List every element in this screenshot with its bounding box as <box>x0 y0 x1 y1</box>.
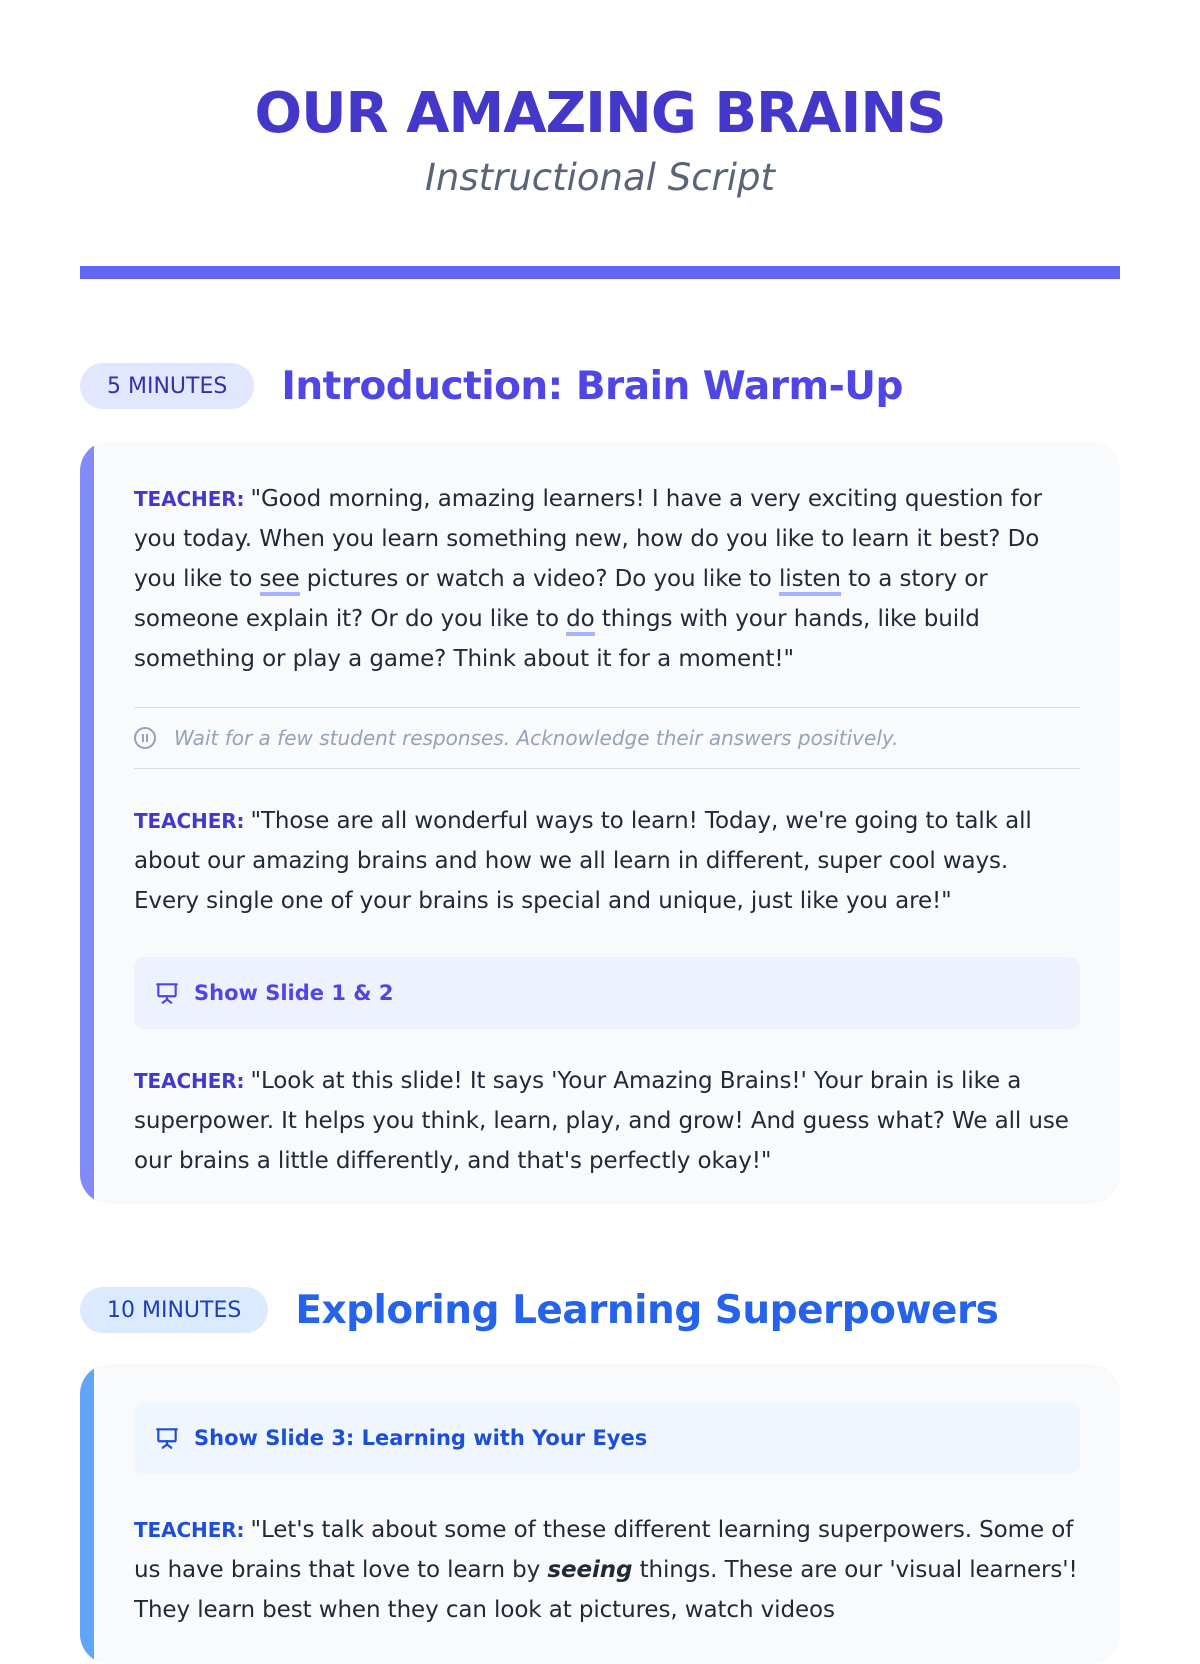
script-text: to a story or someone explain it? Or do you like to <box>134 566 988 632</box>
script-text: "Let's talk about some of these different learning superpowers. Some of us have brains that love to learn by <box>134 1517 1074 1583</box>
script-text: "Look at this slide! It says 'Your Amazing Brains!' Your brain is like a superpower. It helps you think, learn, play, and grow! And guess what? We all use our brains a little differently, and that's perfectly okay!" <box>134 1068 1069 1174</box>
emphasis-word: do <box>566 606 594 636</box>
teacher-line <box>134 1510 1080 1630</box>
script-text: pictures or watch a video? Do you like to <box>299 566 779 592</box>
section-title: Exploring Learning Superpowers <box>295 1287 999 1333</box>
document-header <box>0 0 1200 200</box>
speaker-label: TEACHER: <box>134 1518 245 1542</box>
slide-cue-label: Show Slide 3: Learning with Your Eyes <box>194 1426 648 1450</box>
teacher-line <box>134 1061 1080 1181</box>
script-text: things. These are our 'visual learners'! They learn best when they can look at pictures, watch videos <box>134 1557 1078 1623</box>
slide-cue <box>134 1402 1080 1474</box>
section-header-exploring <box>80 1287 998 1333</box>
stage-direction-text: Wait for a few student responses. Acknowledge their answers positively. <box>174 726 899 750</box>
header-divider <box>80 266 1120 279</box>
page-subtitle: Instructional Script <box>424 156 776 199</box>
section-header-introduction <box>80 363 903 409</box>
speaker-label: TEACHER: <box>134 809 245 833</box>
teacher-line <box>134 801 1080 921</box>
section-card-introduction <box>80 441 1120 1204</box>
section-title: Introduction: Brain Warm-Up <box>281 363 903 409</box>
section-card-exploring <box>80 1364 1120 1664</box>
emphasis-word: listen <box>779 566 841 596</box>
script-text: "Good morning, amazing learners! I have a very exciting question for you today. When you learn something new, how do you like to learn it best? Do you like to <box>134 486 1042 592</box>
presentation-icon <box>154 1425 180 1451</box>
pause-icon <box>134 727 156 749</box>
speaker-label: TEACHER: <box>134 487 245 511</box>
slide-cue-label: Show Slide 1 & 2 <box>194 981 394 1005</box>
page-title: OUR AMAZING BRAINS <box>254 81 946 146</box>
duration-badge: 5 MINUTES <box>80 363 254 409</box>
duration-badge: 10 MINUTES <box>80 1287 268 1333</box>
script-text: things with your hands, like build something or play a game? Think about it for a moment!" <box>134 606 980 672</box>
teacher-line <box>134 479 1080 679</box>
emphasis-word: seeing <box>547 1557 633 1583</box>
presentation-icon <box>154 980 180 1006</box>
emphasis-word: see <box>260 566 300 596</box>
script-text: "Those are all wonderful ways to learn! Today, we're going to talk all about our amazing brains and how we all learn in different, super cool ways. Every single one of your brains is special and unique, just like you are!" <box>134 808 1032 914</box>
stage-direction <box>134 707 1080 769</box>
speaker-label: TEACHER: <box>134 1069 245 1093</box>
slide-cue <box>134 957 1080 1029</box>
